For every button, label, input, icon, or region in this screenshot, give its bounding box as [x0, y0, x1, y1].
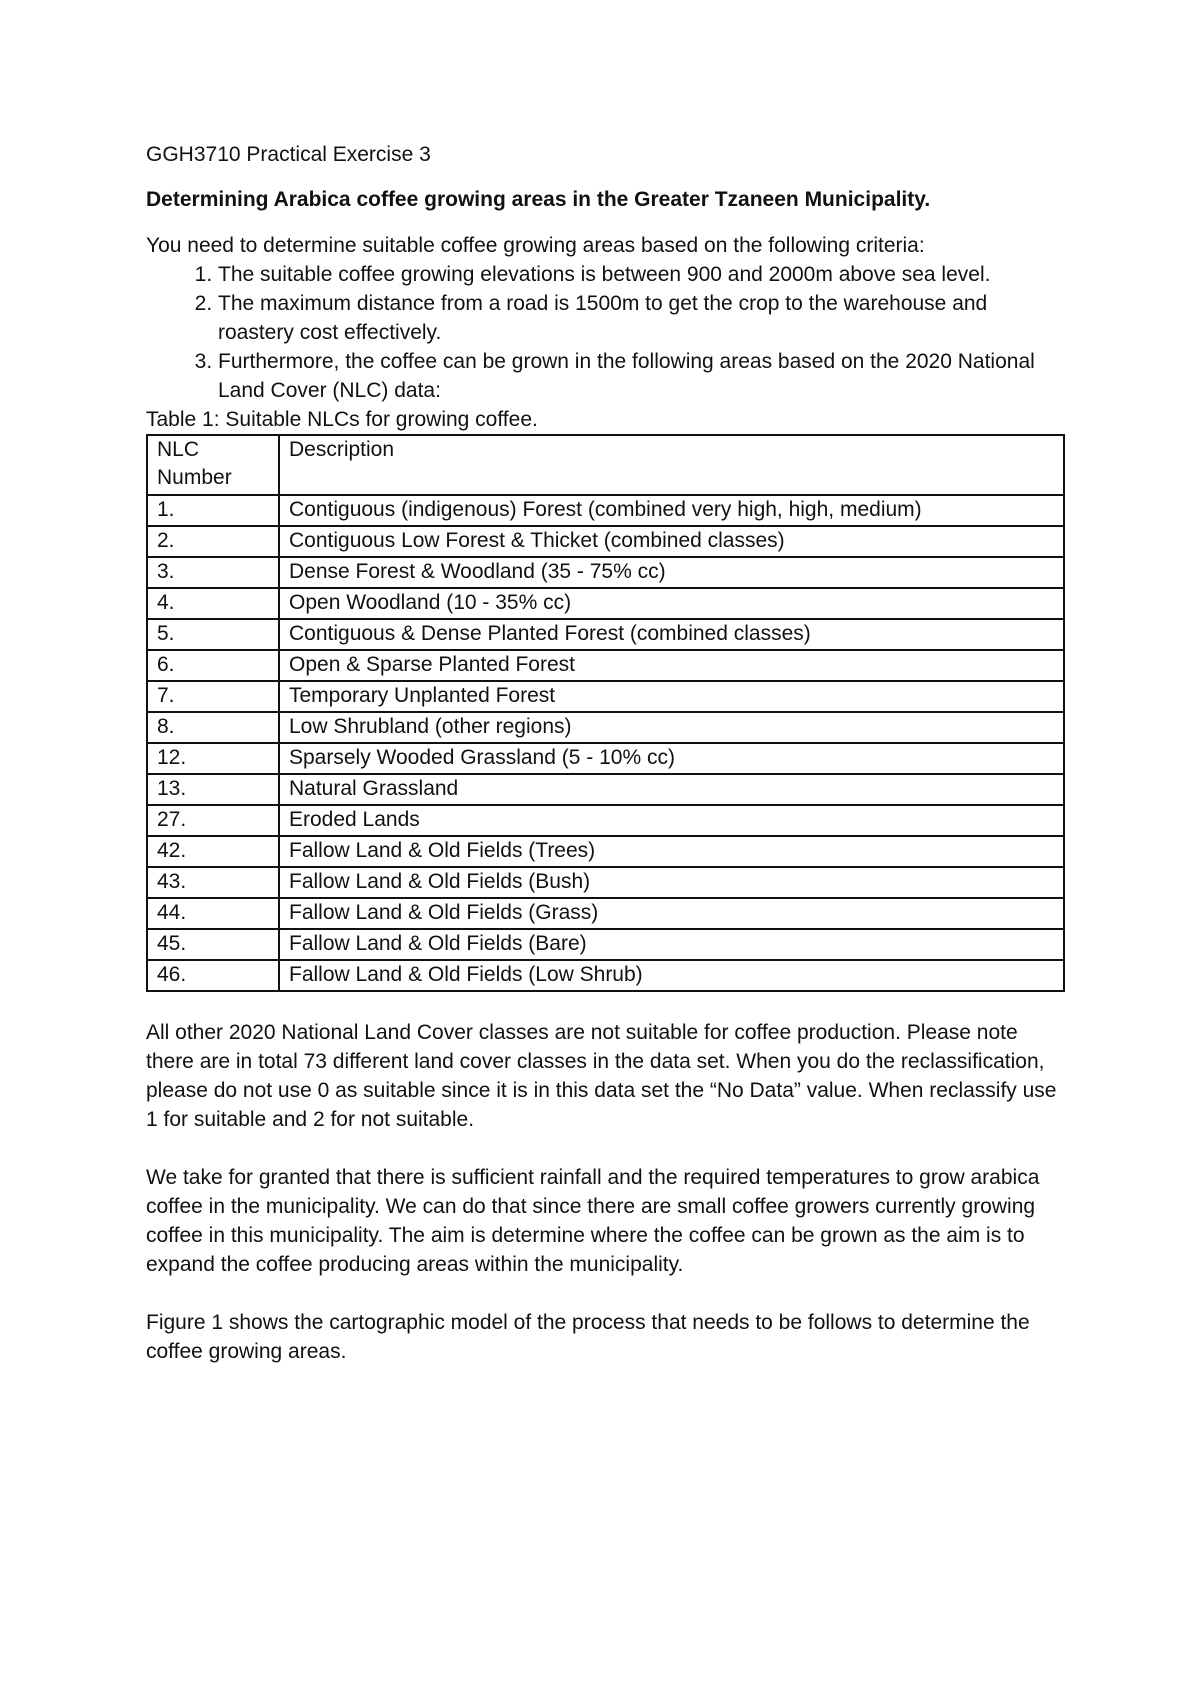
description-cell: Temporary Unplanted Forest	[279, 681, 1064, 712]
table-row	[147, 650, 1064, 681]
table-row	[147, 619, 1064, 650]
description-cell: Low Shrubland (other regions)	[279, 712, 1064, 743]
description-cell: Sparsely Wooded Grassland (5 - 10% cc)	[279, 743, 1064, 774]
table-row	[147, 929, 1064, 960]
description-cell: Dense Forest & Woodland (35 - 75% cc)	[279, 557, 1064, 588]
nlc-table	[146, 434, 1065, 992]
description-cell: Eroded Lands	[279, 805, 1064, 836]
nlc-number-cell: 46.	[147, 960, 279, 991]
table-row	[147, 743, 1064, 774]
nlc-number-cell: 45.	[147, 929, 279, 960]
paragraph-not-suitable: All other 2020 National Land Cover classes are not suitable for coffee production. Please note there are in total 73 different land cover classes in the data set. When you do the reclassification, please do not use 0 as suitable since it is in this data set the “No Data” value. When reclassify use 1 for suitable and 2 for not suitable.	[146, 1021, 1057, 1131]
criteria-item: 3. Furthermore, the coffee can be grown in the following areas based on the 2020 National Land Cover (NLC) data:	[218, 347, 1066, 405]
nlc-number-cell: 1.	[147, 495, 279, 526]
paragraph-rainfall: We take for granted that there is sufficient rainfall and the required temperatures to grow arabica coffee in the municipality. We can do that since there are small coffee growers currently growing coffee in this municipality. The aim is determine where the coffee can be grown as the aim is to expand the coffee producing areas within the municipality.	[146, 1166, 1040, 1276]
nlc-number-cell: 4.	[147, 588, 279, 619]
document-page	[146, 140, 1066, 1366]
description-cell: Contiguous & Dense Planted Forest (combined classes)	[279, 619, 1064, 650]
description-cell: Contiguous Low Forest & Thicket (combined classes)	[279, 526, 1064, 557]
description-cell: Fallow Land & Old Fields (Bush)	[279, 867, 1064, 898]
description-cell: Contiguous (indigenous) Forest (combined very high, high, medium)	[279, 495, 1064, 526]
description-cell: Fallow Land & Old Fields (Low Shrub)	[279, 960, 1064, 991]
nlc-number-cell: 43.	[147, 867, 279, 898]
nlc-number-cell: 44.	[147, 898, 279, 929]
table-header-row	[147, 435, 1064, 495]
description-cell: Fallow Land & Old Fields (Grass)	[279, 898, 1064, 929]
criteria-intro: You need to determine suitable coffee growing areas based on the following criteria:	[146, 234, 925, 257]
table-row	[147, 588, 1064, 619]
table-caption: Table 1: Suitable NLCs for growing coffee.	[146, 408, 538, 431]
table-row	[147, 898, 1064, 929]
table-row	[147, 836, 1064, 867]
description-cell: Natural Grassland	[279, 774, 1064, 805]
criteria-item: 2. The maximum distance from a road is 1500m to get the crop to the warehouse and roastery cost effectively.	[218, 289, 1066, 347]
document-title: GGH3710 Practical Exercise 3	[146, 143, 431, 166]
nlc-number-cell: 27.	[147, 805, 279, 836]
header-nlc-number: NLC Number	[147, 435, 279, 495]
table-row	[147, 526, 1064, 557]
description-cell: Open & Sparse Planted Forest	[279, 650, 1064, 681]
nlc-number-cell: 42.	[147, 836, 279, 867]
table-row	[147, 867, 1064, 898]
description-cell: Fallow Land & Old Fields (Trees)	[279, 836, 1064, 867]
nlc-number-cell: 3.	[147, 557, 279, 588]
table-row	[147, 774, 1064, 805]
table-row	[147, 712, 1064, 743]
table-row	[147, 805, 1064, 836]
nlc-number-cell: 2.	[147, 526, 279, 557]
paragraph-figure-reference: Figure 1 shows the cartographic model of the process that needs to be follows to determine the coffee growing areas.	[146, 1311, 1030, 1363]
header-description: Description	[279, 435, 1064, 495]
table-row	[147, 960, 1064, 991]
nlc-number-cell: 8.	[147, 712, 279, 743]
criteria-list	[146, 260, 1066, 405]
nlc-number-cell: 13.	[147, 774, 279, 805]
table-row	[147, 681, 1064, 712]
nlc-number-cell: 5.	[147, 619, 279, 650]
description-cell: Fallow Land & Old Fields (Bare)	[279, 929, 1064, 960]
nlc-number-cell: 12.	[147, 743, 279, 774]
table-row	[147, 495, 1064, 526]
description-cell: Open Woodland (10 - 35% cc)	[279, 588, 1064, 619]
nlc-number-cell: 6.	[147, 650, 279, 681]
document-subtitle: Determining Arabica coffee growing areas in the Greater Tzaneen Municipality.	[146, 188, 931, 211]
criteria-item: 1. The suitable coffee growing elevations is between 900 and 2000m above sea level.	[218, 260, 1066, 289]
nlc-number-cell: 7.	[147, 681, 279, 712]
table-row	[147, 557, 1064, 588]
